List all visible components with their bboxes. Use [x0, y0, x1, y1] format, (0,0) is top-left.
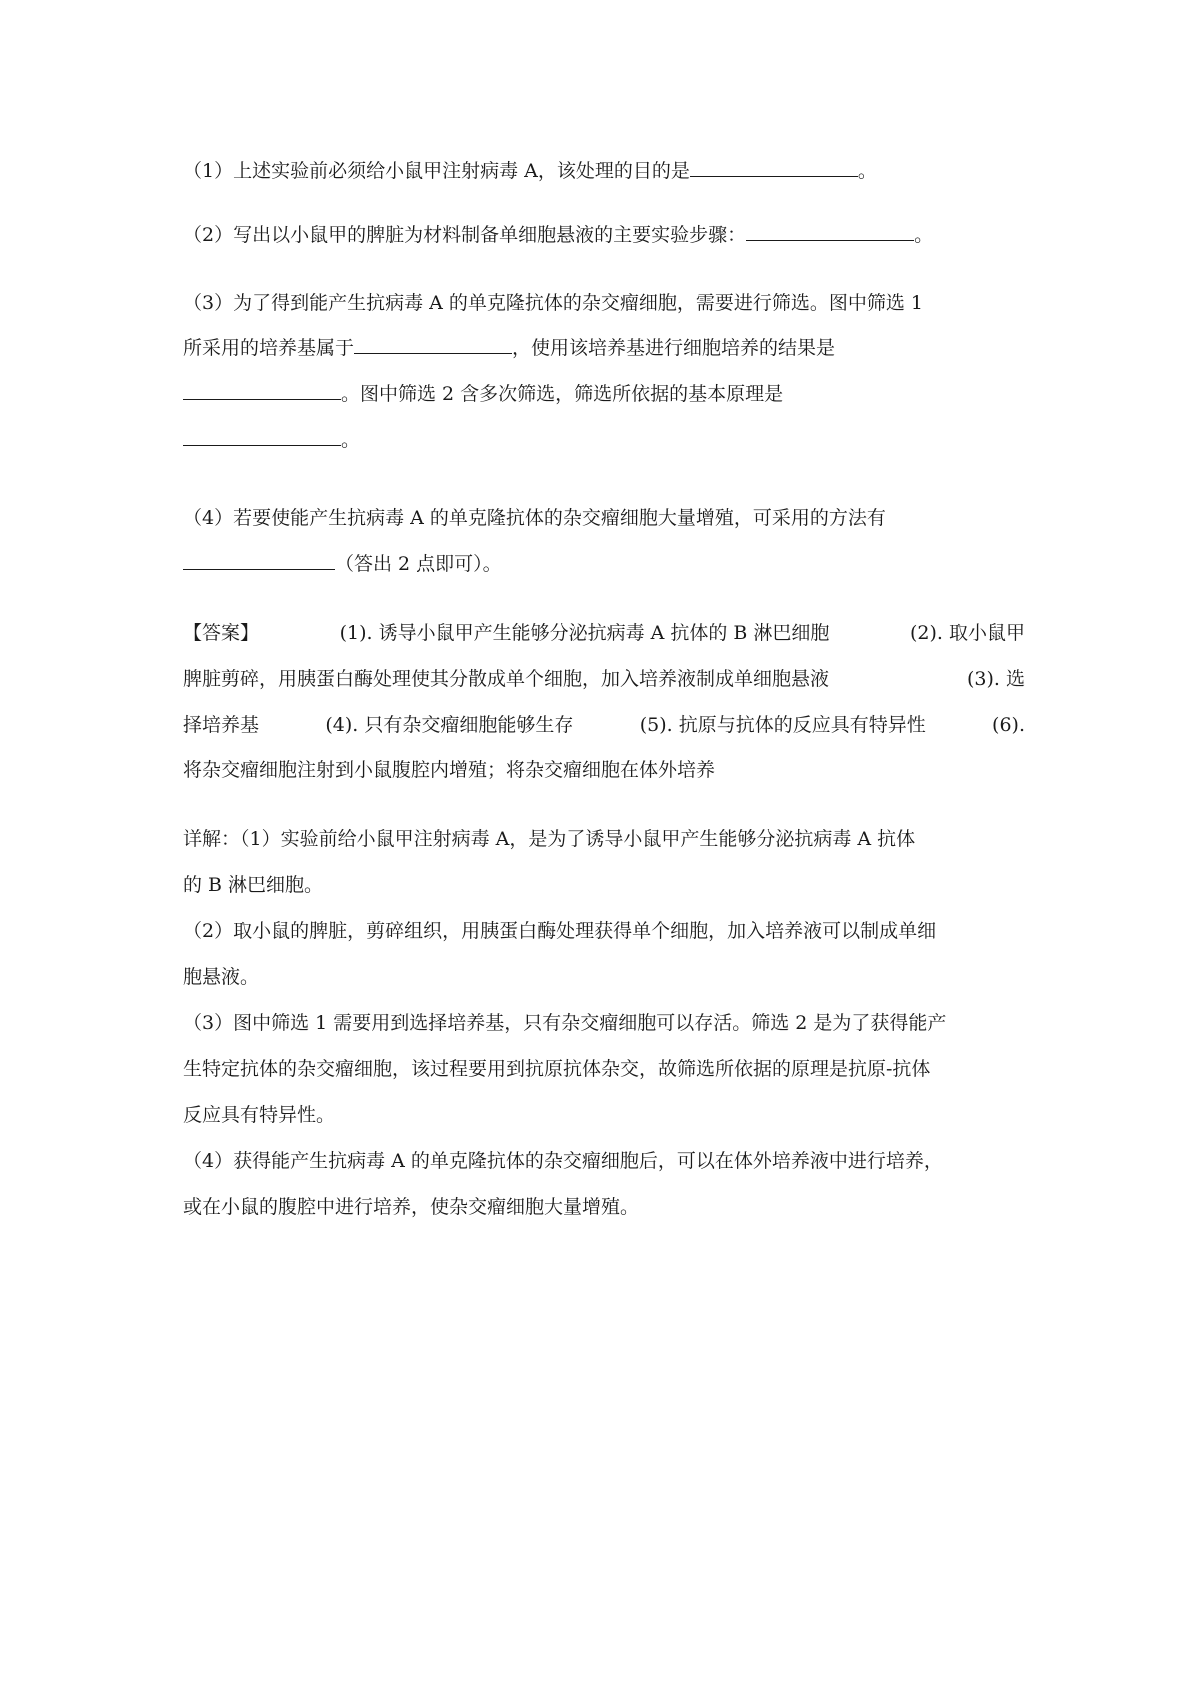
explanation-p4-line-2: 或在小鼠的腹腔中进行培养，使杂交瘤细胞大量增殖。 [183, 1196, 640, 1218]
question-3-line-4: 。 [183, 427, 1043, 453]
answer-blank [746, 222, 914, 241]
answer-item-2-cont: 脾脏剪碎，用胰蛋白酶处理使其分散成单个细胞，加入培养液制成单细胞悬液 [183, 668, 830, 690]
explanation-p4-line-1: （4）获得能产生抗病毒 A 的单克隆抗体的杂交瘤细胞后，可以在体外培养液中进行培养， [183, 1150, 943, 1172]
explanation-p2-line-2: 胞悬液。 [183, 966, 260, 988]
answer-item-3-cont: 择培养基 [183, 714, 260, 736]
answer-line-1 [183, 620, 1025, 646]
question-2: （2）写出以小鼠甲的脾脏为材料制备单细胞悬液的主要实验步骤： 。 [183, 224, 934, 246]
answer-blank [690, 158, 858, 177]
answer-blank [183, 551, 335, 570]
answer-item-6-label: (6). [992, 714, 1025, 736]
answer-item-6-cont: 将杂交瘤细胞注射到小鼠腹腔内增殖；将杂交瘤细胞在体外培养 [183, 759, 716, 781]
question-3-line-1: （3）为了得到能产生抗病毒 A 的单克隆抗体的杂交瘤细胞，需要进行筛选。图中筛选 1 [183, 292, 924, 314]
explanation-p1-line-2: 的 B 淋巴细胞。 [183, 874, 324, 896]
explanation-p2-line-1: （2）取小鼠的脾脏，剪碎组织，用胰蛋白酶处理获得单个细胞，加入培养液可以制成单细 [183, 920, 937, 942]
answer-blank [354, 335, 512, 354]
answer-item-4: (4). 只有杂交瘤细胞能够生存 [325, 714, 574, 736]
explanation-p3-line-3: 反应具有特异性。 [183, 1104, 336, 1126]
question-1: （1）上述实验前必须给小鼠甲注射病毒 A，该处理的目的是 。 [183, 160, 877, 182]
answer-line-3 [183, 712, 1025, 738]
question-4-line-1: （4）若要使能产生抗病毒 A 的单克隆抗体的杂交瘤细胞大量增殖，可采用的方法有 [183, 507, 886, 529]
question-3-line-3: 。图中筛选 2 含多次筛选，筛选所依据的基本原理是 [183, 381, 1043, 407]
question-2-text: （2）写出以小鼠甲的脾脏为材料制备单细胞悬液的主要实验步骤： [183, 224, 747, 246]
answer-item-2-label: (2). 取小鼠甲 [909, 622, 1025, 644]
answer-item-5: (5). 抗原与抗体的反应具有特异性 [639, 714, 926, 736]
answer-label: 【答案】 [183, 622, 260, 644]
answer-blank [183, 381, 341, 400]
answer-line-2 [183, 666, 1025, 692]
answer-item-1: (1). 诱导小鼠甲产生能够分泌抗病毒 A 抗体的 B 淋巴细胞 [339, 622, 830, 644]
explanation-p1-line-1: 详解：（1）实验前给小鼠甲注射病毒 A，是为了诱导小鼠甲产生能够分泌抗病毒 A 抗体 [183, 828, 916, 850]
question-4-line-2: （答出 2 点即可）。 [183, 551, 1043, 577]
question-1-text: （1）上述实验前必须给小鼠甲注射病毒 A，该处理的目的是 [183, 160, 690, 182]
explanation-p3-line-2: 生特定抗体的杂交瘤细胞，该过程要用到抗原抗体杂交，故筛选所依据的原理是抗原-抗体 [183, 1058, 931, 1080]
answer-blank [183, 427, 341, 446]
question-3-line-2: 所采用的培养基属于 ，使用该培养基进行细胞培养的结果是 [183, 337, 836, 359]
answer-item-3-label: (3). 选 [967, 668, 1025, 690]
explanation-p3-line-1: （3）图中筛选 1 需要用到选择培养基，只有杂交瘤细胞可以存活。筛选 2 是为了获得能产 [183, 1012, 947, 1034]
